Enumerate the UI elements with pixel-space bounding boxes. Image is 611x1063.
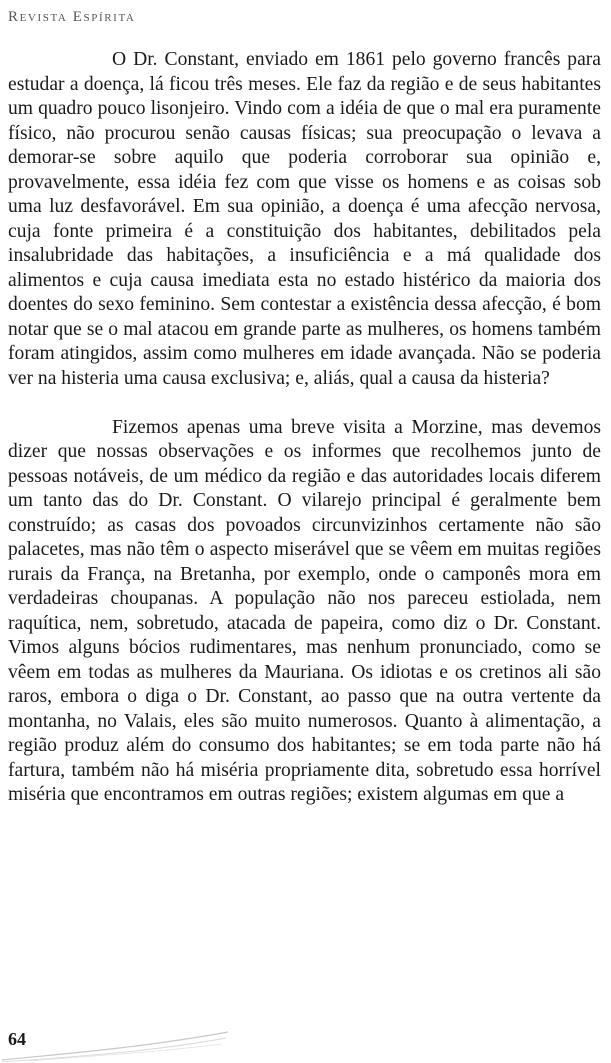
paragraph-2: Fizemos apenas uma breve visita a Morzine, mas devemos dizer que nossas observações e os informes que recolhemos junto de pessoas notáveis, de um médico da região e das autoridades locais diferem um tanto das do Dr. Constant. O vilarejo principal é geralmente bem construído; as casas dos povoados circunvizinhos certamente não são palacetes, mas não têm o aspecto miserável que se vêem em muitas regiões rurais da França, na Bretanha, por exemplo, onde o camponês mora em verdadeiras choupanas. A população não nos pareceu estiolada, nem raquítica, nem, sobretudo, atacada de papeira, como diz o Dr. Constant. Vimos alguns bócios rudimentares, mas nenhum pronunciado, como se vêem em todas as mulheres da Mauriana. Os idiotas e os cretinos ali são raros, embora o diga o Dr. Constant, ao passo que na outra vertente da montanha, no Valais, eles são muito numerosos. Quanto à alimentação, a região produz além do consumo dos habitantes; se em toda parte não há fartura, também não há miséria propriamente dita, sobretudo essa horrível miséria que encontramos em outras regiões; existem algumas em que a	[8, 416, 601, 805]
paragraph-1: O Dr. Constant, enviado em 1861 pelo governo francês para estudar a doença, lá ficou três meses. Ele faz da região e de seus habitantes um quadro pouco lisonjeiro. Vindo com a idéia de que o mal era puramente físico, não procurou senão causas físicas; sua preocupação o levava a demorar-se sobre aquilo que poderia corroborar sua opinião e, provavelmente, essa idéia fez com que visse os homens e as coisas sob uma luz desfavorável. Em sua opinião, a doença é uma afecção nervosa, cuja fonte primeira é a constituição dos habitantes, debilitados pela insalubridade das habitações, a insuficiência e a má qualidade dos alimentos e cuja causa imediata esta no estado histérico da maioria dos doentes do sexo feminino. Sem contestar a existência dessa afecção, é bom notar que se o mal atacou em grande parte as mulheres, os homens também foram atingidos, assim como mulheres em idade avançada. Não se poderia ver na histeria uma causa exclusiva; e, aliás, qual a causa da histeria?	[8, 49, 601, 389]
page-number: 64	[8, 1029, 26, 1049]
body-text	[8, 48, 601, 808]
footer-swoosh-ornament	[0, 1030, 230, 1063]
running-header: Revista Espírita	[8, 9, 136, 25]
